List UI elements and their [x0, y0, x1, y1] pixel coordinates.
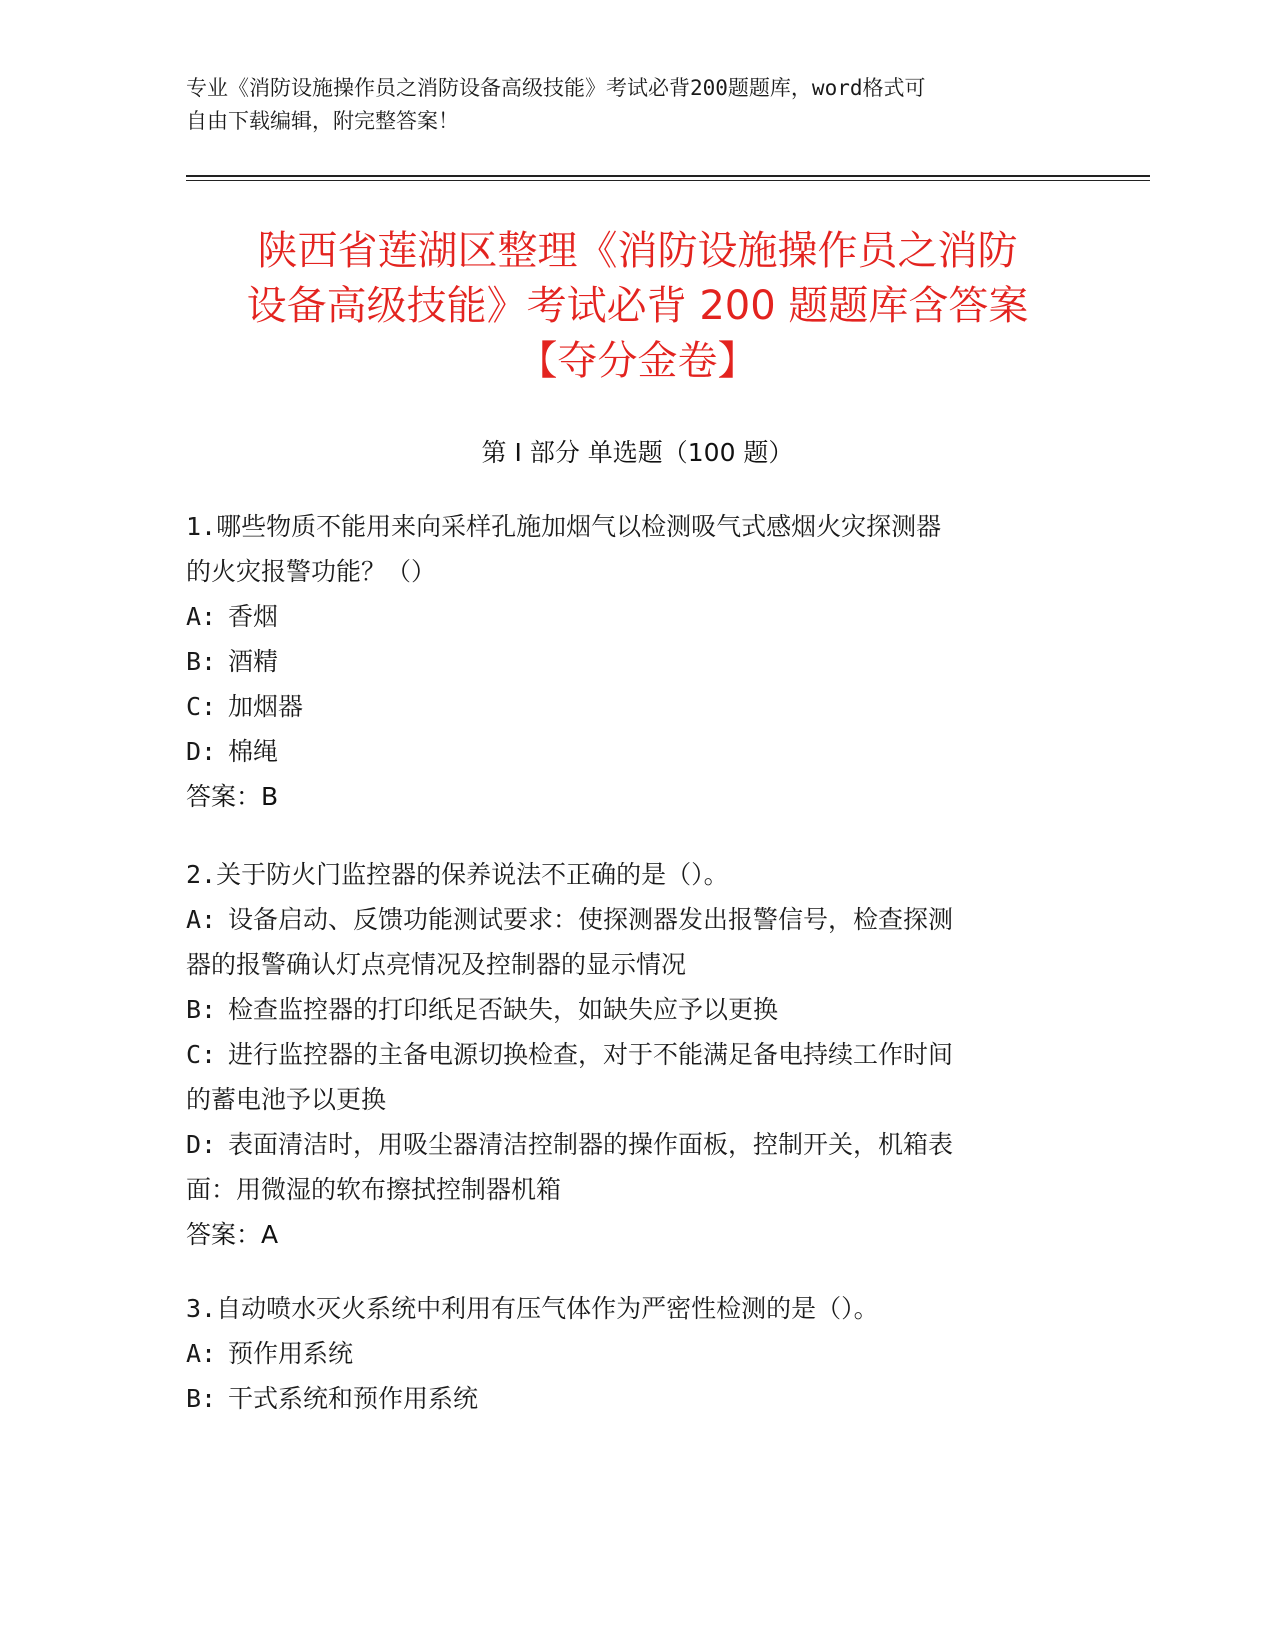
option-label: C:: [186, 692, 217, 721]
option-d: [186, 729, 1086, 774]
document-title: [150, 224, 1125, 389]
option-text: 加烟器: [228, 692, 304, 721]
option-label: D:: [186, 1130, 217, 1159]
question-stem-line: 的火灾报警功能？（）: [186, 557, 437, 586]
header-note-line-2: 自由下载编辑，附完整答案！: [186, 109, 459, 133]
option-b: [186, 1376, 1086, 1421]
option-text: 预作用系统: [228, 1339, 354, 1368]
option-text: 表面清洁时，用吸尘器清洁控制器的操作面板，控制开关，机箱表: [228, 1130, 954, 1159]
option-label: C:: [186, 1040, 217, 1069]
option-text: 进行监控器的主备电源切换检查，对于不能满足备电持续工作时间: [228, 1040, 954, 1069]
option-label: A:: [186, 602, 217, 631]
option-a: [186, 897, 1086, 942]
title-line-2: 设备高级技能》考试必背 200 题题库含答案: [246, 283, 1029, 329]
option-text: 酒精: [228, 647, 279, 676]
answer-line: 答案：A: [186, 1220, 279, 1249]
question-1: [186, 504, 1086, 819]
header-rule-thick: [186, 175, 1150, 177]
question-2: [186, 852, 1086, 1257]
option-d: [186, 1122, 1086, 1167]
header-note: [186, 72, 1066, 138]
answer-line: 答案：B: [186, 782, 279, 811]
option-text: 香烟: [228, 602, 279, 631]
question-stem-line: 2.关于防火门监控器的保养说法不正确的是（）。: [186, 860, 729, 889]
header-note-line-1: 专业《消防设施操作员之消防设备高级技能》考试必背200题题库，word格式可: [186, 76, 926, 100]
option-label: A:: [186, 905, 217, 934]
option-b: [186, 987, 1086, 1032]
option-c-continued: 的蓄电池予以更换: [186, 1085, 387, 1114]
option-label: A:: [186, 1339, 217, 1368]
option-text: 棉绳: [228, 737, 279, 766]
option-text: 检查监控器的打印纸足否缺失，如缺失应予以更换: [228, 995, 779, 1024]
option-b: [186, 639, 1086, 684]
option-label: B:: [186, 647, 217, 676]
option-label: B:: [186, 995, 217, 1024]
option-label: B:: [186, 1384, 217, 1413]
option-a: [186, 594, 1086, 639]
option-label: D:: [186, 737, 217, 766]
question-stem-line: 1.哪些物质不能用来向采样孔施加烟气以检测吸气式感烟火灾探测器: [186, 512, 942, 541]
option-c: [186, 1032, 1086, 1077]
title-line-3: 【夺分金卷】: [517, 338, 758, 384]
option-text: 设备启动、反馈功能测试要求：使探测器发出报警信号，检查探测: [228, 905, 954, 934]
header-rule-thin: [186, 180, 1150, 181]
option-a: [186, 1331, 1086, 1376]
question-stem-line: 3.自动喷水灭火系统中利用有压气体作为严密性检测的是（）。: [186, 1294, 879, 1323]
section-heading: 第 I 部分 单选题（100 题）: [481, 438, 794, 467]
option-a-continued: 器的报警确认灯点亮情况及控制器的显示情况: [186, 950, 687, 979]
question-3: [186, 1286, 1086, 1421]
option-text: 干式系统和预作用系统: [228, 1384, 479, 1413]
title-line-1: 陕西省莲湖区整理《消防设施操作员之消防: [257, 228, 1018, 274]
option-d-continued: 面：用微湿的软布擦拭控制器机箱: [186, 1175, 562, 1204]
option-c: [186, 684, 1086, 729]
